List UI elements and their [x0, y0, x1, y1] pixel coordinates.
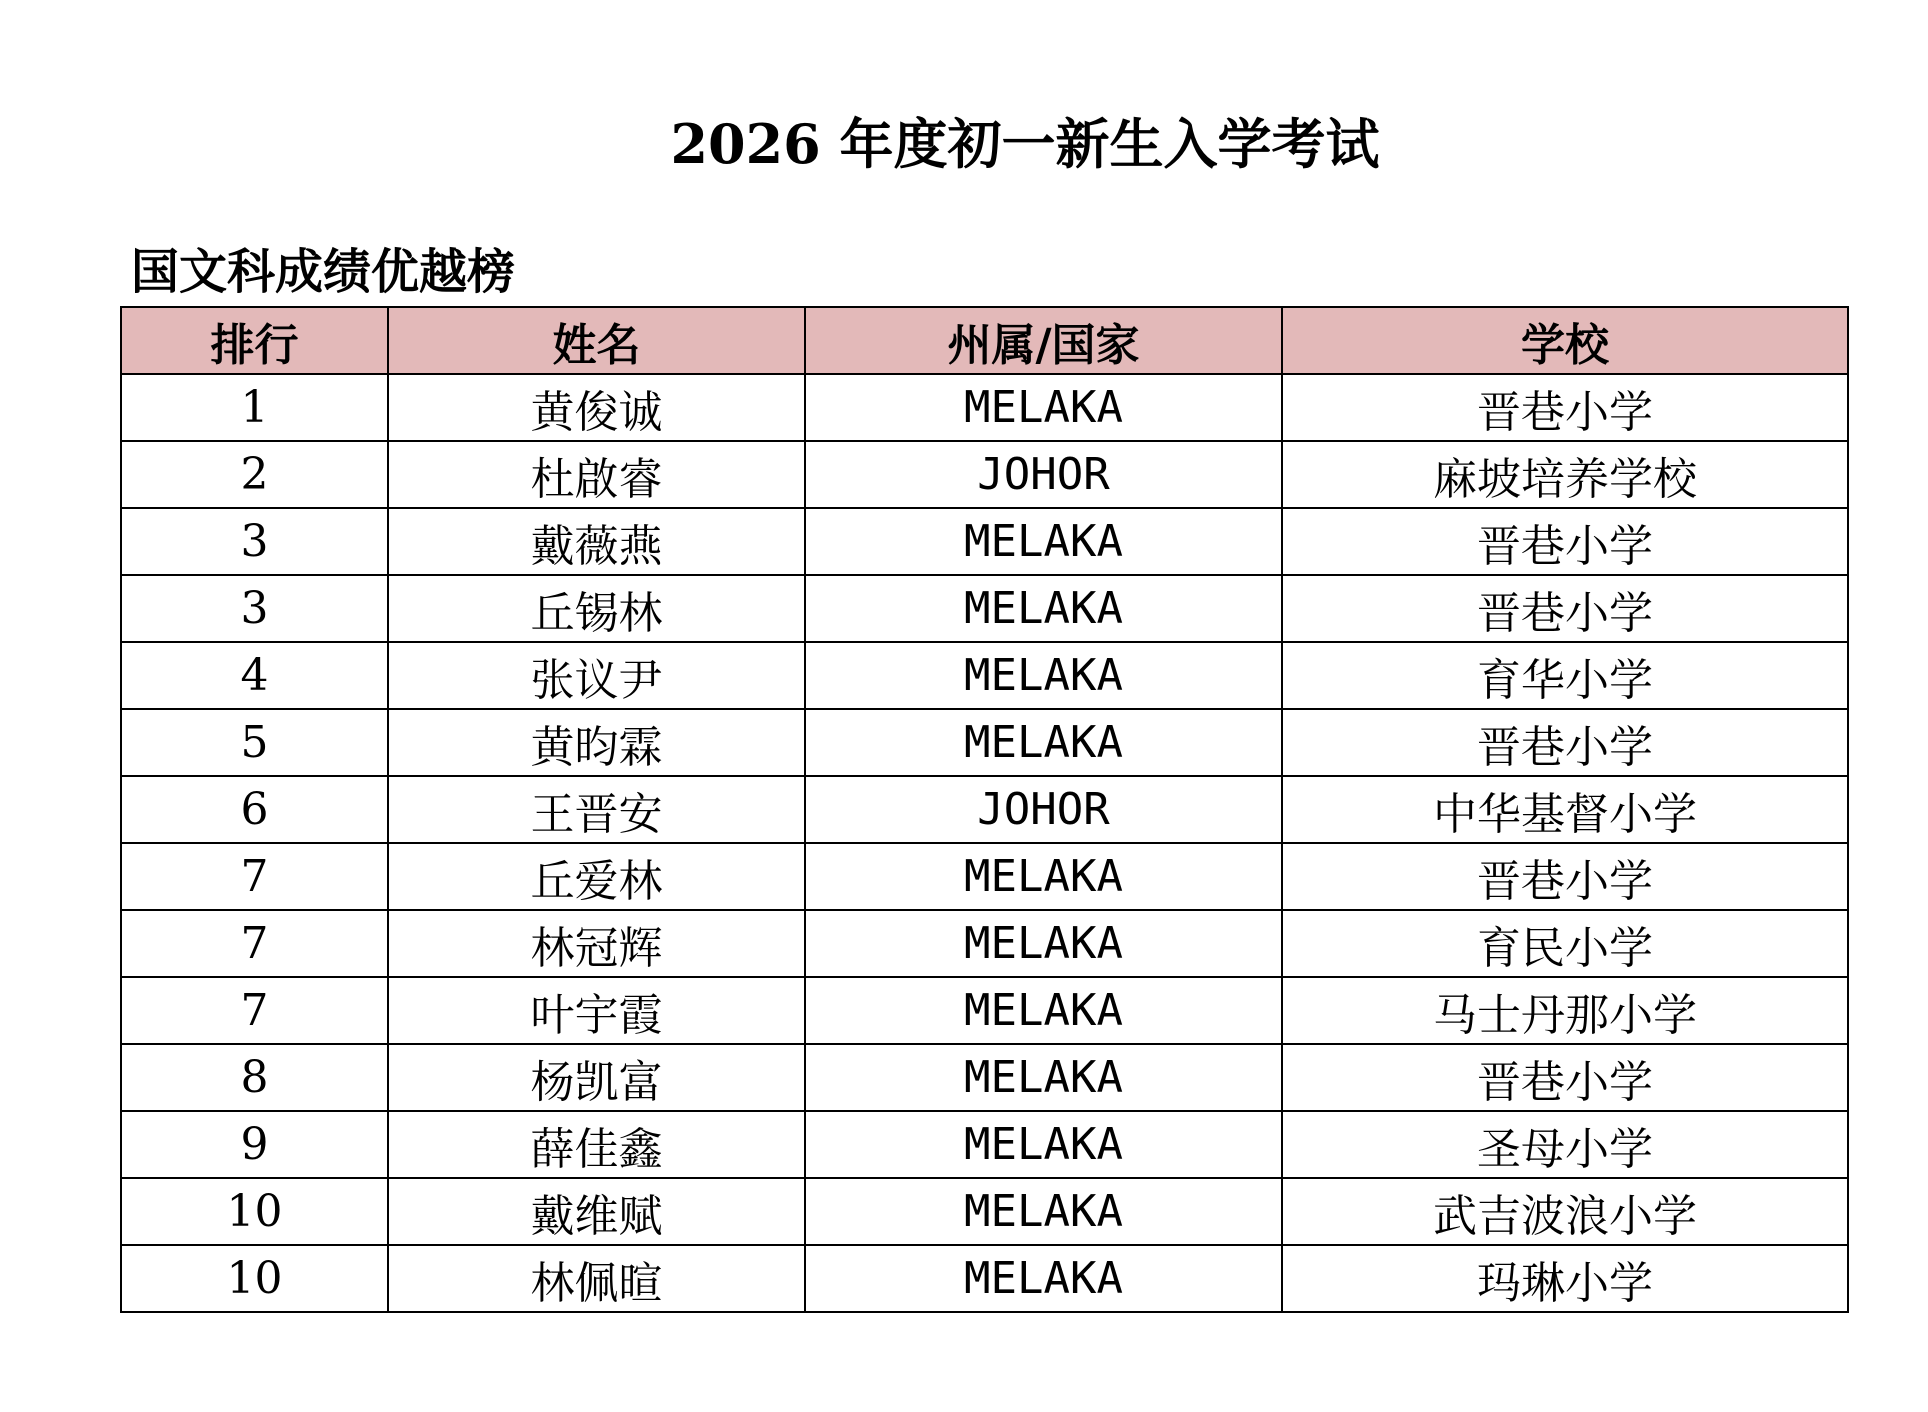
cell-name: 杜啟睿 — [388, 441, 805, 508]
cell-school: 晋巷小学 — [1282, 508, 1848, 575]
table-row — [121, 374, 1848, 441]
cell-name: 丘爱林 — [388, 843, 805, 910]
cell-school: 晋巷小学 — [1282, 709, 1848, 776]
cell-school: 武吉波浪小学 — [1282, 1178, 1848, 1245]
document-title: 2026 年度初一新生入学考试 — [670, 112, 1380, 176]
cell-name: 林佩暄 — [388, 1245, 805, 1312]
table-row — [121, 709, 1848, 776]
cell-state: MELAKA — [805, 374, 1282, 441]
cell-rank: 8 — [121, 1044, 388, 1111]
cell-rank: 7 — [121, 910, 388, 977]
cell-name: 张议尹 — [388, 642, 805, 709]
table-body — [121, 374, 1848, 1312]
table-header-row — [121, 307, 1848, 374]
cell-state: MELAKA — [805, 709, 1282, 776]
cell-school: 育华小学 — [1282, 642, 1848, 709]
cell-school: 中华基督小学 — [1282, 776, 1848, 843]
cell-school: 玛琳小学 — [1282, 1245, 1848, 1312]
cell-state: MELAKA — [805, 1044, 1282, 1111]
cell-name: 杨凯富 — [388, 1044, 805, 1111]
cell-state: MELAKA — [805, 843, 1282, 910]
cell-name: 黄俊诚 — [388, 374, 805, 441]
cell-rank: 5 — [121, 709, 388, 776]
table-row — [121, 910, 1848, 977]
cell-name: 叶宇霞 — [388, 977, 805, 1044]
table-row — [121, 508, 1848, 575]
cell-state: JOHOR — [805, 441, 1282, 508]
header-name: 姓名 — [388, 307, 805, 374]
table-row — [121, 776, 1848, 843]
cell-name: 黄昀霖 — [388, 709, 805, 776]
table-header — [121, 307, 1848, 374]
cell-rank: 9 — [121, 1111, 388, 1178]
cell-state: MELAKA — [805, 642, 1282, 709]
cell-rank: 1 — [121, 374, 388, 441]
cell-school: 马士丹那小学 — [1282, 977, 1848, 1044]
table-row — [121, 977, 1848, 1044]
ranking-table — [120, 306, 1849, 1313]
cell-state: MELAKA — [805, 1245, 1282, 1312]
cell-state: MELAKA — [805, 1178, 1282, 1245]
cell-rank: 10 — [121, 1245, 388, 1312]
cell-school: 晋巷小学 — [1282, 575, 1848, 642]
table-row — [121, 642, 1848, 709]
cell-rank: 4 — [121, 642, 388, 709]
cell-state: MELAKA — [805, 910, 1282, 977]
cell-school: 晋巷小学 — [1282, 843, 1848, 910]
cell-rank: 7 — [121, 977, 388, 1044]
cell-state: JOHOR — [805, 776, 1282, 843]
cell-school: 圣母小学 — [1282, 1111, 1848, 1178]
section-title: 国文科成绩优越榜 — [131, 244, 516, 300]
cell-school: 晋巷小学 — [1282, 1044, 1848, 1111]
cell-rank: 7 — [121, 843, 388, 910]
table-row — [121, 1178, 1848, 1245]
cell-school: 晋巷小学 — [1282, 374, 1848, 441]
cell-rank: 3 — [121, 575, 388, 642]
cell-rank: 2 — [121, 441, 388, 508]
cell-name: 薛佳鑫 — [388, 1111, 805, 1178]
header-state: 州属/国家 — [805, 307, 1282, 374]
cell-name: 丘锡林 — [388, 575, 805, 642]
cell-name: 林冠辉 — [388, 910, 805, 977]
cell-name: 王晋安 — [388, 776, 805, 843]
table-row — [121, 1111, 1848, 1178]
table-row — [121, 441, 1848, 508]
cell-state: MELAKA — [805, 1111, 1282, 1178]
cell-name: 戴维赋 — [388, 1178, 805, 1245]
cell-state: MELAKA — [805, 575, 1282, 642]
cell-school: 育民小学 — [1282, 910, 1848, 977]
cell-rank: 10 — [121, 1178, 388, 1245]
table-row — [121, 575, 1848, 642]
header-rank: 排行 — [121, 307, 388, 374]
cell-state: MELAKA — [805, 977, 1282, 1044]
cell-state: MELAKA — [805, 508, 1282, 575]
cell-rank: 3 — [121, 508, 388, 575]
table-row — [121, 843, 1848, 910]
table-row — [121, 1044, 1848, 1111]
cell-name: 戴薇燕 — [388, 508, 805, 575]
header-school: 学校 — [1282, 307, 1848, 374]
table-row — [121, 1245, 1848, 1312]
cell-rank: 6 — [121, 776, 388, 843]
cell-school: 麻坡培养学校 — [1282, 441, 1848, 508]
